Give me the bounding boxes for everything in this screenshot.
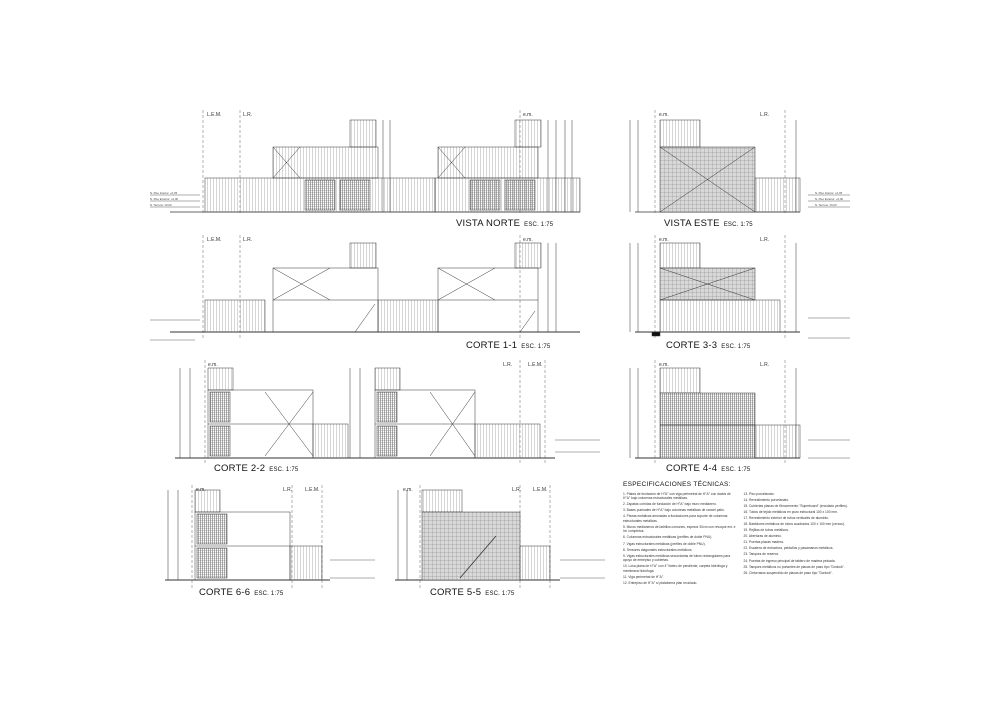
- view-scale: ESC. 1:75: [521, 344, 551, 350]
- em-label: e.m.: [659, 237, 669, 243]
- spec-item: 18. Bastidores metálicos de tubos cuadrados 100 x 100 mm (cercos).: [743, 521, 845, 526]
- lr-label: L.R.: [760, 112, 770, 118]
- spec-item: 13. Piso porcelanato.: [743, 491, 775, 496]
- corte-2-2-title: [214, 463, 298, 474]
- em-label: e.m.: [523, 237, 533, 243]
- corte-1-1-drawing: [170, 235, 580, 340]
- corte-4-4-drawing: [630, 360, 800, 465]
- lem-label: L.E.M.: [207, 112, 222, 118]
- corte-3-3-drawing: [630, 235, 800, 340]
- em-label: e.m.: [403, 487, 413, 493]
- lem-label: L.E.M.: [528, 362, 543, 368]
- view-title: VISTA ESTE: [664, 218, 720, 229]
- spec-item: 1. Platea de fundación de H°A° con viga perimetral de H°A° con dados de H°A° bajo columnas estructurales metálicas.: [623, 491, 731, 500]
- spec-item: 10. Losa plana de H°A° con 4° listero de pendiente, carpeta hidrófuga y membrana hidrófuga.: [623, 564, 728, 573]
- spec-item: 7. Vigas estructurales metálicas (perfiles de doble PNU).: [623, 541, 706, 546]
- lr-label: L.R.: [243, 112, 253, 118]
- em-label: e.m.: [208, 362, 218, 368]
- spec-item: 15. Cubiertas planas de fibrocemento "Superboard" (encolado perfiles).: [743, 503, 848, 508]
- view-title: CORTE 3-3: [666, 340, 718, 351]
- spec-item: 23. Tanques de reserva.: [743, 552, 779, 557]
- lr-label: L.R.: [760, 237, 770, 243]
- em-label: e.m.: [659, 112, 669, 118]
- level-text: N. Piso Exterior: +0,00: [150, 197, 179, 201]
- spec-item: 26. Cielorrasos suspendido de placas de paso tipo "Durlock".: [743, 570, 833, 575]
- lem-label: L.E.M.: [207, 237, 222, 243]
- em-label: e.m.: [196, 487, 206, 493]
- view-title: CORTE 2-2: [214, 463, 266, 474]
- corte-1-1-title: [466, 340, 550, 351]
- spec-item: 3. Bases puntuales de H°A° bajo columnas metálicas de cancel patio.: [623, 508, 725, 513]
- vista-este-title: [664, 218, 753, 229]
- spec-item: 11. Viga perimetral de H°A°.: [623, 574, 664, 579]
- corte-4-4-title: [666, 463, 750, 474]
- corte-6-6-title: [199, 587, 283, 598]
- spec-item: 5. Muros medianeros de ladrillos comunes, espesor 30cm con revoque ext. e int. completos.: [623, 524, 736, 534]
- view-title: CORTE 4-4: [666, 463, 718, 474]
- specs-right-column: [744, 492, 859, 588]
- corte-2-2-drawing: [175, 360, 555, 465]
- spec-item: 17. Revestimiento exterior de tubos verticales de aluminio.: [743, 515, 829, 520]
- view-scale: ESC. 1:75: [721, 344, 751, 350]
- level-text: N. Terreno: ±0,00: [815, 203, 837, 207]
- spec-item: 25. Tanques metálicos no portantes de placas de paso tipo "Durlock".: [743, 564, 845, 569]
- vista-norte-drawing: [170, 110, 580, 215]
- vista-este-drawing: [630, 110, 800, 215]
- lem-label: L.E.M.: [533, 487, 548, 493]
- corte-6-6-drawing: [165, 485, 330, 590]
- spec-item: 8. Tensores diagonales estructurales metálicos.: [623, 547, 693, 552]
- spec-item: 6. Columnas estructurales metálicas (perfiles de doble PNU).: [623, 535, 713, 540]
- level-text: N. Terreno: ±0,00: [150, 203, 172, 207]
- view-title: CORTE 6-6: [199, 587, 251, 598]
- spec-item: 22. Escalera de estructura, peldaños y pasamanos metálicos.: [743, 546, 834, 551]
- spec-item: 2. Zapatas corridas de fundación de H°A° bajo muro medianero.: [623, 502, 717, 507]
- spec-item: 20. Aberturas de aluminio.: [743, 534, 782, 539]
- level-text: N. Piso Exterior: +0,00: [815, 197, 844, 201]
- spec-item: 14. Revestimiento porcelanato.: [743, 497, 789, 502]
- corte-5-5-title: [430, 587, 514, 598]
- specs-left-column: [623, 492, 738, 588]
- technical-specs: [623, 483, 858, 618]
- lr-label: L.R.: [283, 487, 293, 493]
- spec-item: 21. Puertas placas madera.: [743, 540, 784, 545]
- view-scale: ESC. 1:75: [723, 222, 753, 228]
- spec-item: 9. Vigas estructurales metálicas secundarias de tubos rectangulares para apoyo de entrepiso y cubiertas.: [623, 553, 731, 563]
- spec-item: 12. Entrepiso de H°A° s/ plataforma plan reciclado.: [623, 581, 698, 586]
- view-scale: ESC. 1:75: [269, 467, 299, 473]
- vista-norte-title: [456, 218, 553, 229]
- em-label: e.m.: [659, 362, 669, 368]
- specs-title: ESPECIFICACIONES TÉCNICAS:: [623, 481, 731, 488]
- view-title: CORTE 1-1: [466, 340, 518, 351]
- view-scale: ESC. 1:75: [254, 591, 284, 597]
- corte-5-5-drawing: [395, 485, 560, 590]
- lr-label: L.R.: [503, 362, 513, 368]
- spec-item: 24. Puertas de ingreso principal de tablero de madera pelcada.: [743, 558, 836, 563]
- view-scale: ESC. 1:75: [485, 591, 515, 597]
- lr-label: L.R.: [760, 362, 770, 368]
- spec-item: 16. Tubos de tejido metálicos en pozo estructural 100 x 100 mm.: [743, 509, 838, 514]
- spec-item: 4. Piezas metálicas amuradas a fundaciones para soporte de columnas estructurales metálicas.: [623, 514, 728, 523]
- view-title: VISTA NORTE: [456, 218, 521, 229]
- em-label: e.m.: [523, 112, 533, 118]
- corte-3-3-title: [666, 340, 750, 351]
- view-scale: ESC. 1:75: [524, 222, 554, 228]
- lr-label: L.R.: [243, 237, 253, 243]
- view-scale: ESC. 1:75: [721, 467, 751, 473]
- level-text: N. Piso Interior: +0,05: [815, 191, 843, 195]
- lem-label: L.E.M.: [305, 487, 320, 493]
- view-title: CORTE 5-5: [430, 587, 482, 598]
- lr-label: L.R.: [512, 487, 522, 493]
- spec-item: 19. Rejillas de tubos metálicos.: [743, 528, 789, 533]
- level-text: N. Piso Interior: +0,05: [150, 191, 178, 195]
